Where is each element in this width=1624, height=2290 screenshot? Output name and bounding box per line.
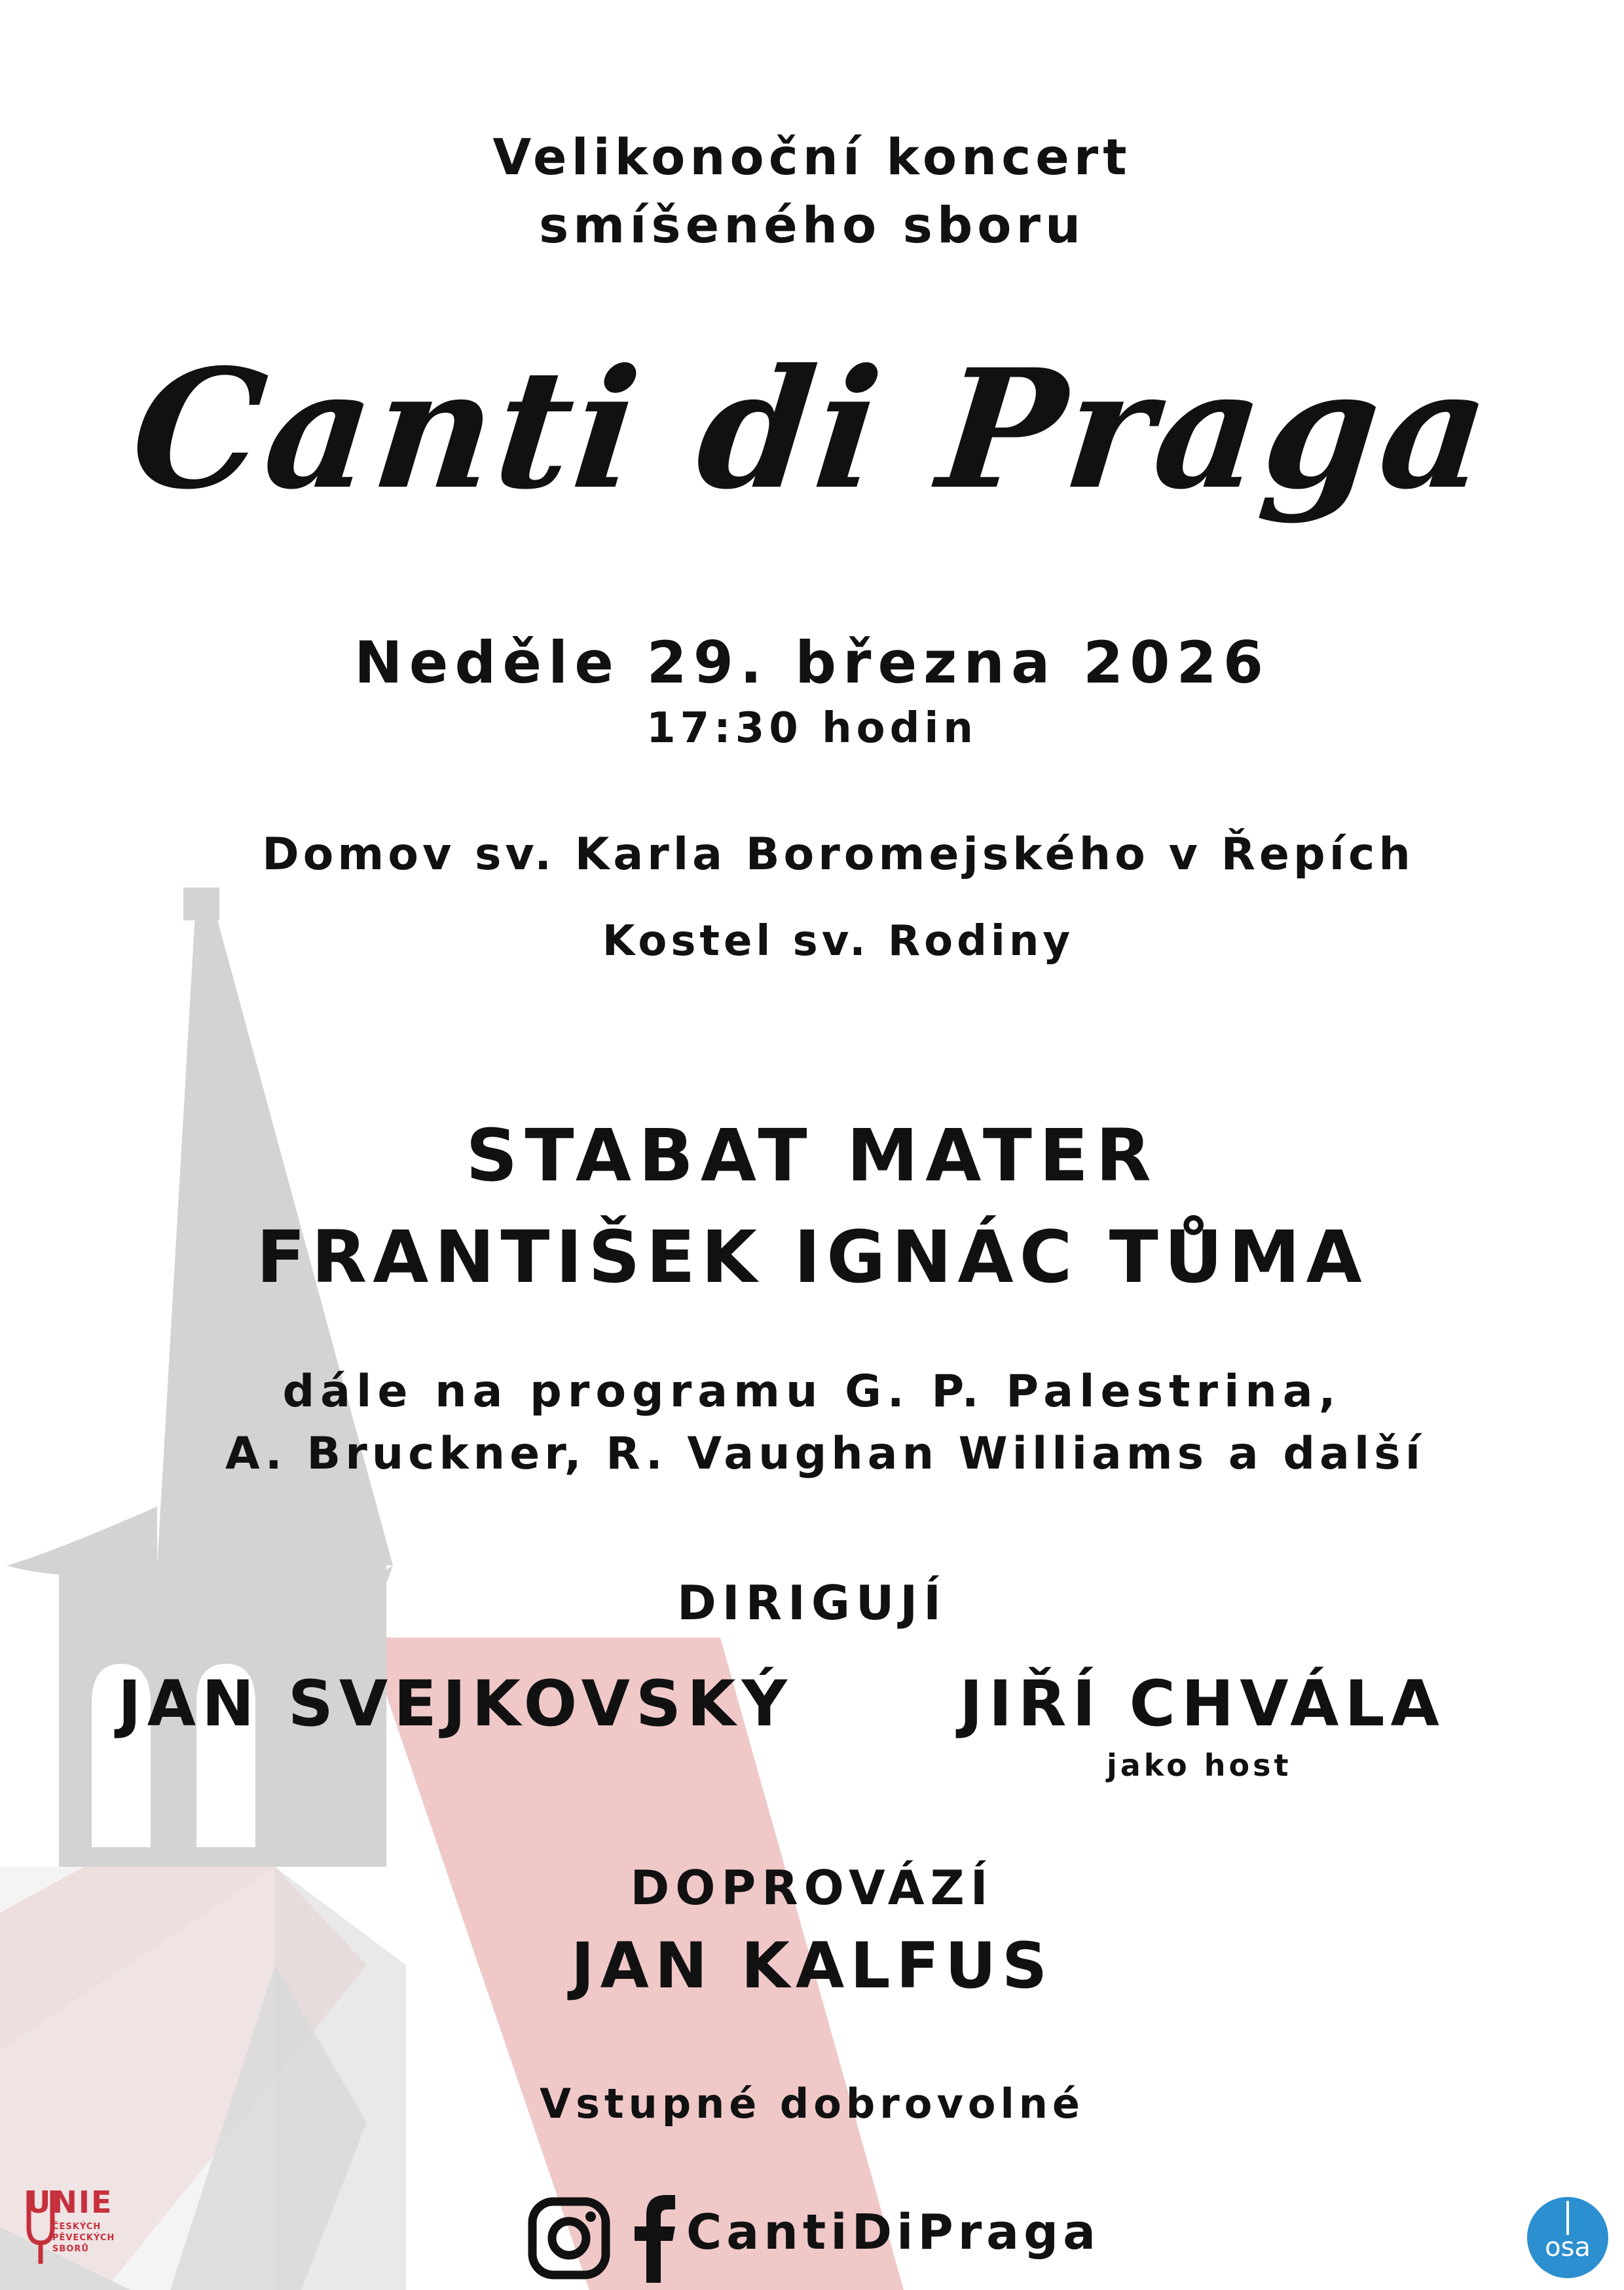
concert-time: 17:30 hodin [646, 704, 978, 753]
accompaniment-heading: DOPROVÁZÍ [630, 1860, 994, 1915]
concert-date: Neděle 29. března 2026 [354, 629, 1270, 696]
conductor-1: JAN SVEJKOVSKÝ [118, 1667, 793, 1740]
subtitle-line-1: Velikonoční koncert [492, 128, 1132, 186]
conductors-heading: DIRIGUJÍ [677, 1575, 947, 1630]
unie-logo-sub-2: PĚVECKÝCH [52, 2233, 115, 2243]
conductor-2: JIŘÍ CHVÁLA [959, 1667, 1445, 1740]
entry-fee: Vstupné dobrovolné [540, 2080, 1084, 2128]
unie-logo-text: UNIE [26, 2185, 113, 2220]
social-handle[interactable]: CantiDiPraga [686, 2204, 1101, 2261]
accompanist: JAN KALFUS [570, 1929, 1054, 2002]
unie-logo-sub-3: SBORŮ [52, 2244, 89, 2254]
subtitle-line-2: smíšeného sboru [538, 196, 1086, 254]
venue: Domov sv. Karla Boromejského v Řepích [262, 829, 1414, 880]
work-title: STABAT MATER [466, 1114, 1158, 1197]
instagram-icon[interactable] [527, 2196, 611, 2280]
church: Kostel sv. Rodiny [602, 917, 1075, 966]
composer: FRANTIŠEK IGNÁC TŮMA [256, 1215, 1368, 1299]
guest-note: jako host [1107, 1748, 1292, 1783]
program-more-line-1: dále na programu G. P. Palestrina, [282, 1366, 1342, 1417]
osa-logo [1526, 2196, 1610, 2280]
program-more-line-2: A. Bruckner, R. Vaughan Williams a další [225, 1428, 1425, 1480]
unie-logo-sub-1: ČESKÝCH [52, 2222, 101, 2232]
subtitle [0, 123, 1624, 259]
facebook-icon[interactable] [632, 2191, 678, 2283]
osa-logo-text: osa [1545, 2232, 1591, 2262]
choir-name: Canti di Praga [123, 333, 1501, 525]
